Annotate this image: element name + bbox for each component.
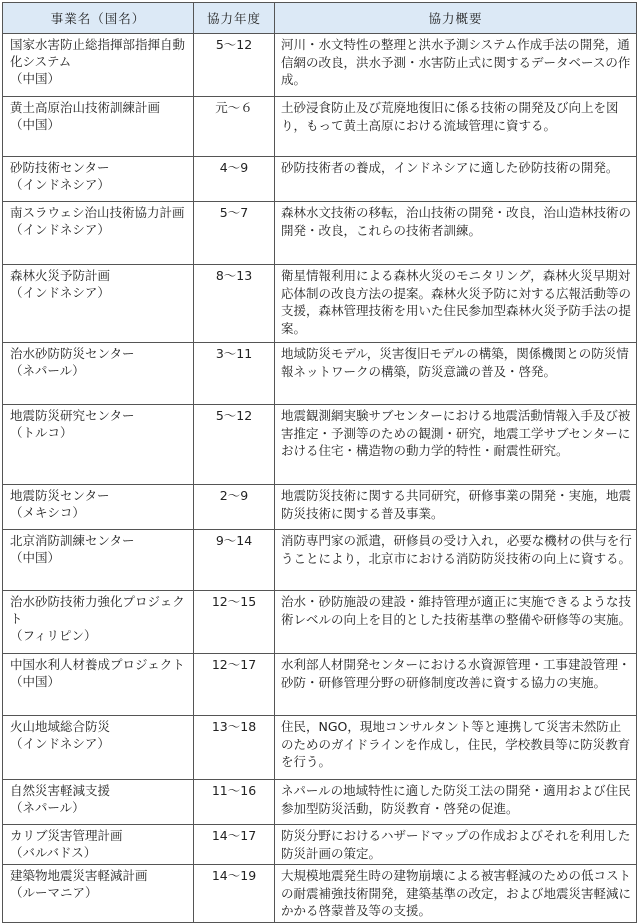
- table-row: [3, 825, 637, 865]
- table-row: [3, 591, 637, 654]
- cooperation-summary: 河川・水文特性の整理と洪水予測システム作成手法の開発，通信網の改良，洪水予測・水害防止式に関するデータベースの作成。: [275, 34, 637, 97]
- table-row: [3, 716, 637, 780]
- table-header: [3, 3, 637, 34]
- project-name: 南スラウェシ治山技術協力計画: [10, 205, 185, 220]
- cooperation-years: 8～13: [194, 265, 275, 343]
- table-row: [3, 265, 637, 343]
- project-country: （中国）: [10, 550, 61, 565]
- project-name-cell: [3, 865, 194, 923]
- project-name: 砂防技術センター: [10, 160, 110, 175]
- project-country: （フィリピン）: [10, 628, 97, 643]
- cooperation-summary: 砂防技術者の養成，インドネシアに適した砂防技術の開発。: [275, 157, 637, 202]
- table-row: [3, 530, 637, 591]
- cooperation-years: 11～16: [194, 780, 275, 825]
- table-row: [3, 405, 637, 485]
- project-name: カリブ災害管理計画: [10, 828, 123, 843]
- project-country: （中国）: [10, 71, 61, 86]
- project-country: （インドネシア）: [10, 177, 110, 192]
- project-name: 中国水利人材養成プロジェクト: [10, 657, 185, 672]
- table-row: [3, 780, 637, 825]
- cooperation-summary: 防災分野におけるハザードマップの作成およびそれを利用した防災計画の策定。: [275, 825, 637, 865]
- project-name-cell: [3, 343, 194, 405]
- cooperation-projects-table: [2, 2, 637, 923]
- cooperation-summary: 地震防災技術に関する共同研究，研修事業の開発・実施，地震防災技術に関する普及事業。: [275, 485, 637, 530]
- project-name: 地震防災センター: [10, 488, 110, 503]
- cooperation-summary: 衛星情報利用による森林火災のモニタリング，森林火災早期対応体制の改良方法の提案。森林火災予防に対する広報活動等の支援，森林管理技術を用いた住民参加型森林火災予防手法の提案。: [275, 265, 637, 343]
- cooperation-years: 12～15: [194, 591, 275, 654]
- project-country: （ルーマニア）: [10, 885, 98, 900]
- table-row: [3, 34, 637, 97]
- cooperation-years: 14～19: [194, 865, 275, 923]
- project-name-cell: [3, 157, 194, 202]
- header-row: [3, 3, 637, 34]
- project-name: 国家水害防止総指揮部指揮自動化システム: [10, 37, 186, 69]
- cooperation-years: 5～12: [194, 405, 275, 485]
- project-name-cell: [3, 530, 194, 591]
- project-name: 自然災害軽減支援: [10, 783, 111, 798]
- cooperation-summary: 水利部人材開発センターにおける水資源管理・工事建設管理・砂防・研修管理分野の研修制度改善に資する協力の実施。: [275, 654, 637, 716]
- table-row: [3, 97, 637, 157]
- project-country: （インドネシア）: [10, 736, 110, 751]
- cooperation-summary: 消防専門家の派遣，研修員の受け入れ，必要な機材の供与を行うことにより，北京市における消防防災技術の向上に資する。: [275, 530, 637, 591]
- project-name: 森林火災予防計画: [10, 268, 111, 283]
- project-country: （メキシコ）: [10, 505, 85, 520]
- project-country: （中国）: [10, 674, 61, 689]
- table-row: [3, 202, 637, 265]
- cooperation-years: 12～17: [194, 654, 275, 716]
- project-country: （ネパール）: [10, 363, 85, 378]
- cooperation-summary: ネパールの地域特性に適した防災工法の開発・適用および住民参加型防災活動，防災教育・啓発の促進。: [275, 780, 637, 825]
- cooperation-years: 13～18: [194, 716, 275, 780]
- header-project-name: 事業名（国名）: [3, 3, 194, 34]
- cooperation-summary: 大規模地震発生時の建物崩壊による被害軽減のための低コストの耐震補強技術開発，建築基準の改定，および地震災害軽減にかかる啓蒙普及等の支援。: [275, 865, 637, 923]
- project-country: （トルコ）: [10, 425, 73, 440]
- project-name: 治水砂防技術力強化プロジェクト: [10, 594, 185, 626]
- project-name-cell: [3, 97, 194, 157]
- project-name-cell: [3, 34, 194, 97]
- cooperation-summary: 土砂浸食防止及び荒廃地復旧に係る技術の開発及び向上を図り，もって黄土高原における流域管理に資する。: [275, 97, 637, 157]
- cooperation-years: 4～9: [194, 157, 275, 202]
- cooperation-summary: 地域防災モデル，災害復旧モデルの構築，関係機関との防災情報ネットワークの構築，防災意識の普及・啓発。: [275, 343, 637, 405]
- project-name-cell: [3, 265, 194, 343]
- project-name: 建築物地震災害軽減計画: [10, 868, 148, 883]
- cooperation-years: 14～17: [194, 825, 275, 865]
- table-row: [3, 157, 637, 202]
- table-body: [3, 34, 637, 923]
- cooperation-years: 5～7: [194, 202, 275, 265]
- cooperation-summary: 森林水文技術の移転，治山技術の開発・改良，治山造林技術の開発・改良，これらの技術者訓練。: [275, 202, 637, 265]
- project-name: 地震防災研究センター: [10, 408, 135, 423]
- project-name-cell: [3, 485, 194, 530]
- cooperation-years: 2～9: [194, 485, 275, 530]
- project-name-cell: [3, 202, 194, 265]
- cooperation-years: 5～12: [194, 34, 275, 97]
- cooperation-summary: 住民，NGO，現地コンサルタント等と連携して災害未然防止のためのガイドラインを作成し，住民，学校教員等に防災教育を行う。: [275, 716, 637, 780]
- table-row: [3, 485, 637, 530]
- project-country: （バルバドス）: [10, 845, 97, 860]
- project-country: （インドネシア）: [10, 222, 110, 237]
- project-name-cell: [3, 591, 194, 654]
- project-name: 北京消防訓練センター: [10, 533, 135, 548]
- table-row: [3, 343, 637, 405]
- project-country: （ネパール）: [10, 800, 85, 815]
- header-cooperation-years: 協力年度: [194, 3, 275, 34]
- project-name-cell: [3, 654, 194, 716]
- cooperation-summary: 治水・砂防施設の建設・維持管理が適正に実施できるような技術レベルの向上を目的とした技術基準の整備や研修等の実施。: [275, 591, 637, 654]
- project-name-cell: [3, 405, 194, 485]
- project-name: 火山地域総合防災: [10, 719, 111, 734]
- table-row: [3, 654, 637, 716]
- table-row: [3, 865, 637, 923]
- project-name-cell: [3, 780, 194, 825]
- header-cooperation-summary: 協力概要: [275, 3, 637, 34]
- project-country: （インドネシア）: [10, 285, 110, 300]
- project-name-cell: [3, 825, 194, 865]
- project-country: （中国）: [10, 117, 61, 132]
- project-name: 治水砂防防災センター: [10, 346, 135, 361]
- cooperation-years: 元～６: [194, 97, 275, 157]
- project-name: 黄土高原治山技術訓練計画: [10, 100, 161, 115]
- cooperation-years: 3～11: [194, 343, 275, 405]
- cooperation-summary: 地震観測網実験サブセンターにおける地震活動情報入手及び被害推定・予測等のための観測・研究，地震工学サブセンターにおける住宅・構造物の動力学的特性・耐震性研究。: [275, 405, 637, 485]
- cooperation-years: 9～14: [194, 530, 275, 591]
- project-name-cell: [3, 716, 194, 780]
